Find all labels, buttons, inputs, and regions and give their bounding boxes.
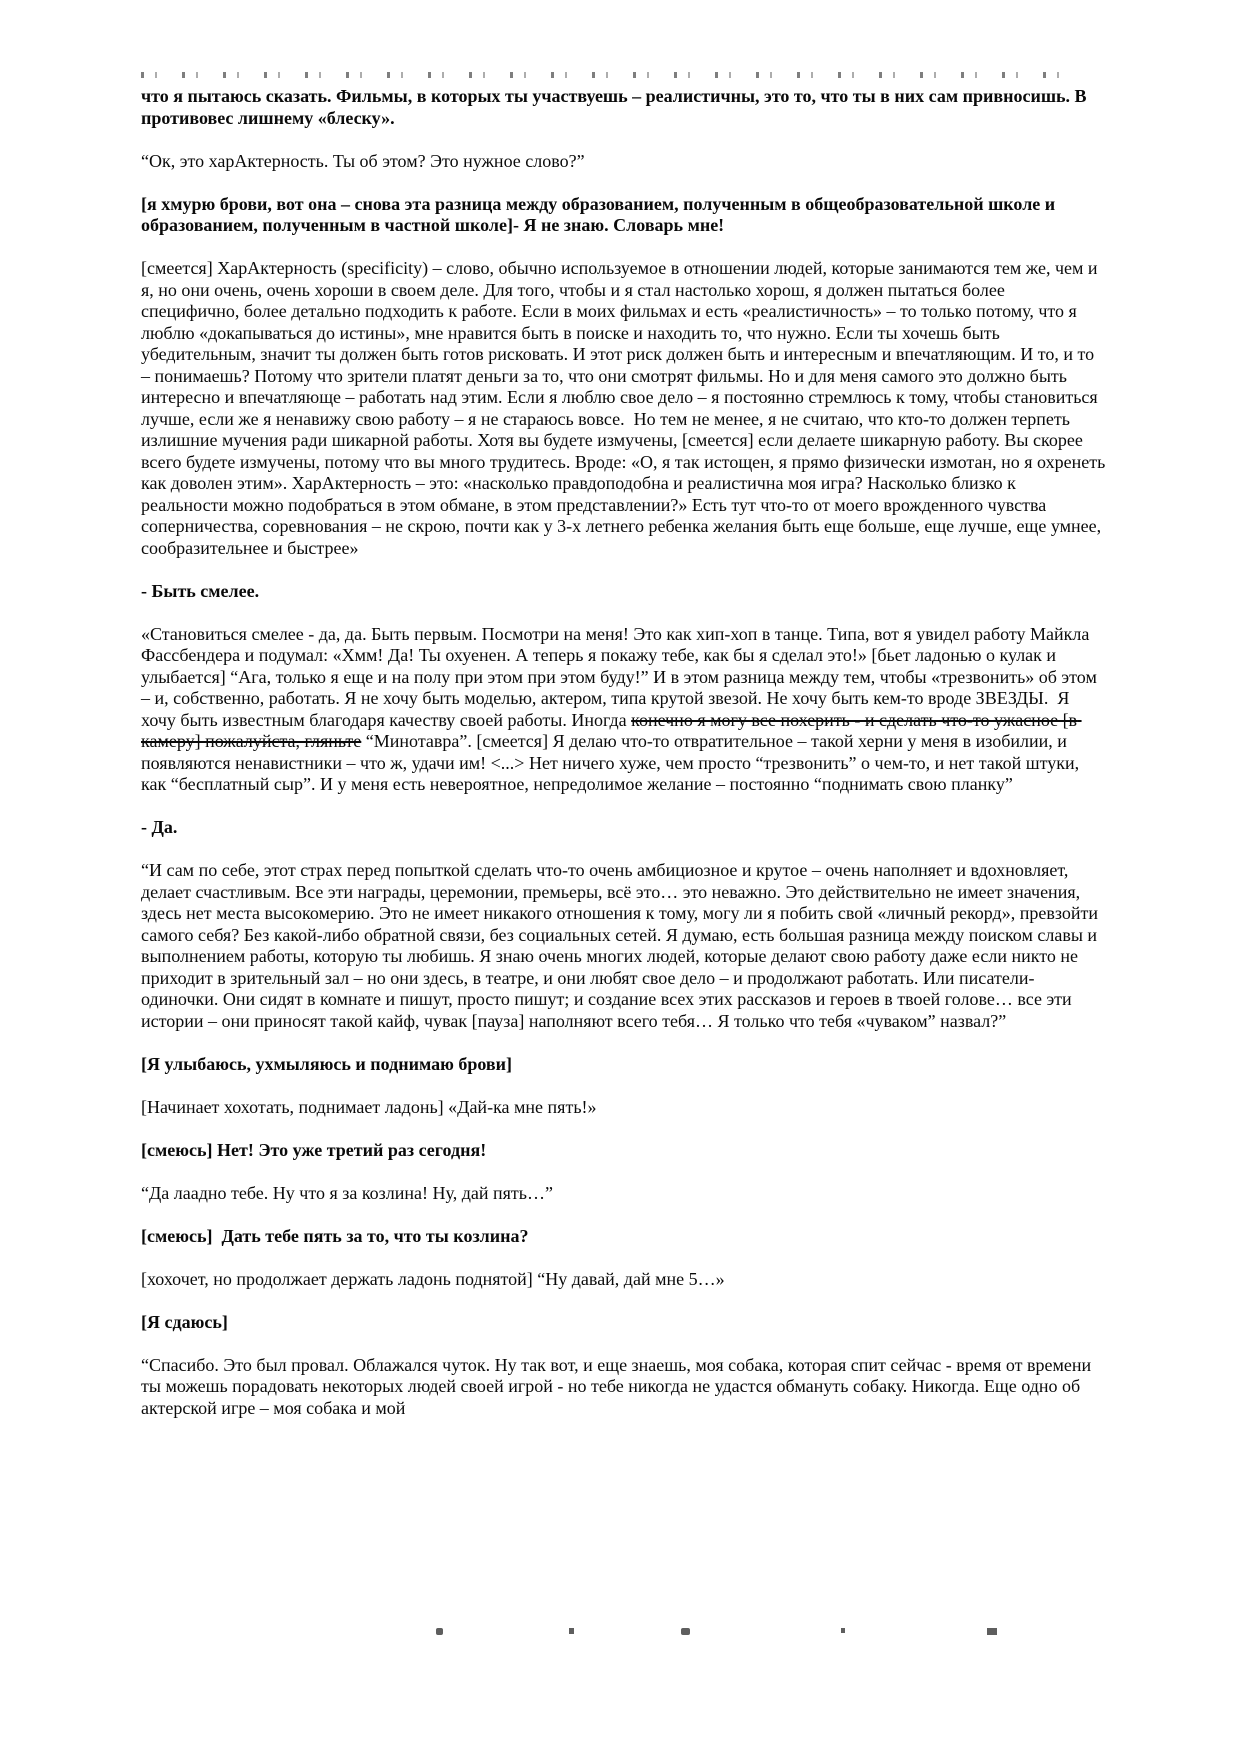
text-segment: [Начинает хохотать, поднимает ладонь] «Дай-ка мне пять!» — [141, 1096, 597, 1117]
clipped-line-top-artifact — [141, 72, 1071, 78]
answer-paragraph — [141, 1097, 1107, 1119]
text-column — [141, 72, 1110, 1441]
text-segment: - Быть смелее. — [141, 580, 260, 601]
answer-paragraph — [141, 624, 1107, 796]
interviewer-line — [141, 1054, 1107, 1076]
answer-paragraph — [141, 1355, 1107, 1420]
text-segment: “И сам по себе, этот страх перед попыткой сделать что-то очень амбициозное и крутое – очень наполняет и вдохновляет, делает счастливым. Все эти награды, церемонии, премьеры, всё это… это неважно. Это действительно не имеет значения, здесь нет места высокомерию. Это не имеет никакого отношения к тому, могу ли я побить свой «личный рекорд», превзойти самого себя? Без какой-либо обратной связи, без социальных сетей. Я думаю, есть большая разница между поиском славы и выполнением работы, которую ты любишь. Я знаю очень многих людей, которые делают свою работу даже если никто не приходит в зрительный зал – но они здесь, в театре, и они любят свое дело – и продолжают работать. Или писатели-одиночки. Они сидят в комнате и пишут, просто пишут; и создание всех этих рассказов и героев в твоей голове… все эти истории – они приносят такой кайф, чувак [пауза] наполняют всего тебя… Я только что тебя «чуваком” назвал?” — [141, 860, 1103, 1031]
interviewer-line — [141, 1312, 1107, 1334]
text-segment: “Спасибо. Это был провал. Облажался чуток. Ну так вот, и еще знаешь, моя собака, которая спит сейчас - время от времени ты можешь порадовать некоторых людей своей игрой - но тебе никогда не удастся обмануть собаку. Никогда. Еще одно об актерской игре – моя собака и мой — [141, 1354, 1096, 1418]
struck-out-text: конечно я могу все похерить - и сделать что-то ужасное [в камеру] пожалуйста, гляньте — [141, 709, 1082, 751]
text-segment: [хохочет, но продолжает держать ладонь поднятой] “Ну давай, дай мне 5…» — [141, 1268, 725, 1289]
clipped-line-bottom-artifact — [141, 1628, 1021, 1636]
answer-paragraph — [141, 860, 1107, 1032]
text-segment: [я хмурю брови, вот она – снова эта разница между образованием, полученным в общеобразовательной школе и образованием, полученным в частной школе]- Я не знаю. Словарь мне! — [141, 193, 1060, 235]
answer-paragraph — [141, 258, 1110, 559]
text-segment: [смеется] ХарАктерность (specificity) – слово, обычно используемое в отношении людей, которые занимаются тем же, чем и я, но они очень, очень хороши в своем деле. Для того, чтобы и я стал настолько хорош, я должен пытаться более специфично, более детально подходить к работе. Если в моих фильмах и есть «реалистичность» – то только потому, что я люблю «докапываться до истины», мне нравится быть в поиске и находить то, что нужно. Если ты хочешь быть убедительным, значит ты должен быть готов рисковать. И этот риск должен быть и интересным и впечатляющим. И то, и то – понимаешь? Потому что зрители платят деньги за то, что они смотрят фильмы. Но и для меня самого это должно быть интересно и впечатляюще – работать над этим. Если я люблю свое дело – я постоянно стремлюсь к тому, чтобы становиться лучше, если же я ненавижу свою работу – я не стараюсь вовсе. Но тем не менее, я не считаю, что кто-то должен терпеть излишние мучения ради шикарной работы. Хотя вы будете измучены, [смеется] если делаете шикарную работу. Вы скорее всего будете измучены, потому что вы много трудитесь. Вроде: «О, я так истощен, я прямо физически измотан, но я охренеть как доволен этим». ХарАктерность – это: «насколько правдоподобна и реалистична моя игра? Насколько близко к реальности можно подобраться в этом обмане, в этом представлении?» Есть тут что-то от моего врожденного чувства соперничества, соревнования – не скрою, почти как у 3-х летнего ребенка желания быть еще больше, еще лучше, еще умнее, сообразительнее и быстрее» — [141, 258, 1110, 558]
text-segment: [смеюсь] Дать тебе пять за то, что ты козлина? — [141, 1225, 529, 1246]
text-segment: [Я улыбаюсь, ухмыляюсь и поднимаю брови] — [141, 1053, 512, 1074]
answer-paragraph — [141, 151, 1107, 173]
interviewer-line — [141, 581, 1107, 603]
text-segment: [смеюсь] Нет! Это уже третий раз сегодня! — [141, 1139, 487, 1160]
text-segment: что я пытаюсь сказать. Фильмы, в которых ты участвуешь – реалистичны, это то, что ты в них сам привносишь. В противовес лишнему «блеску». — [141, 86, 1092, 128]
interviewer-line — [141, 86, 1107, 129]
answer-paragraph — [141, 1183, 1107, 1205]
text-segment: - Да. — [141, 817, 178, 837]
answer-paragraph — [141, 1269, 1107, 1291]
text-segment: [Я сдаюсь] — [141, 1311, 228, 1332]
text-segment: “Ок, это харАктерность. Ты об этом? Это нужное слово?” — [141, 150, 585, 171]
interviewer-line — [141, 1226, 1107, 1248]
interviewer-line — [141, 1140, 1107, 1162]
interviewer-line — [141, 817, 1107, 839]
interviewer-line — [141, 194, 1107, 237]
text-segment: “Минотавра”. [смеется] Я делаю что-то отвратительное – такой херни у меня в изобилии, и появляются ненавистники – что ж, удачи им! <...> Нет ничего хуже, чем просто “трезвонить” о чем-то, и нет такой штуки, как “бесплатный сыр”. И у меня есть невероятное, непредолимое желание – постоянно “поднимать свою планку” — [141, 731, 1084, 794]
text-segment: «Становиться смелее - да, да. Быть первым. Посмотри на меня! Это как хип-хоп в танце. Типа, вот я увидел работу Майкла Фассбендера и подумал: «Хмм! Да! Ты охуенен. А теперь я покажу тебе, как бы я сделал это!» [бьет ладонью о кулак и улыбается] “Ага, только я еще и на полу при этом при этом буду!” И в этом разница между тем, чтобы «трезвонить» об этом – и, собственно, работать. Я не хочу быть моделью, актером, типа крутой звезой. Не хочу быть кем-то вроде ЗВЕЗДЫ. Я хочу быть известным благодаря качеству своей работы. Иногда — [141, 623, 1102, 730]
text-segment: “Да лаадно тебе. Ну что я за козлина! Ну, дай пять…” — [141, 1182, 553, 1203]
